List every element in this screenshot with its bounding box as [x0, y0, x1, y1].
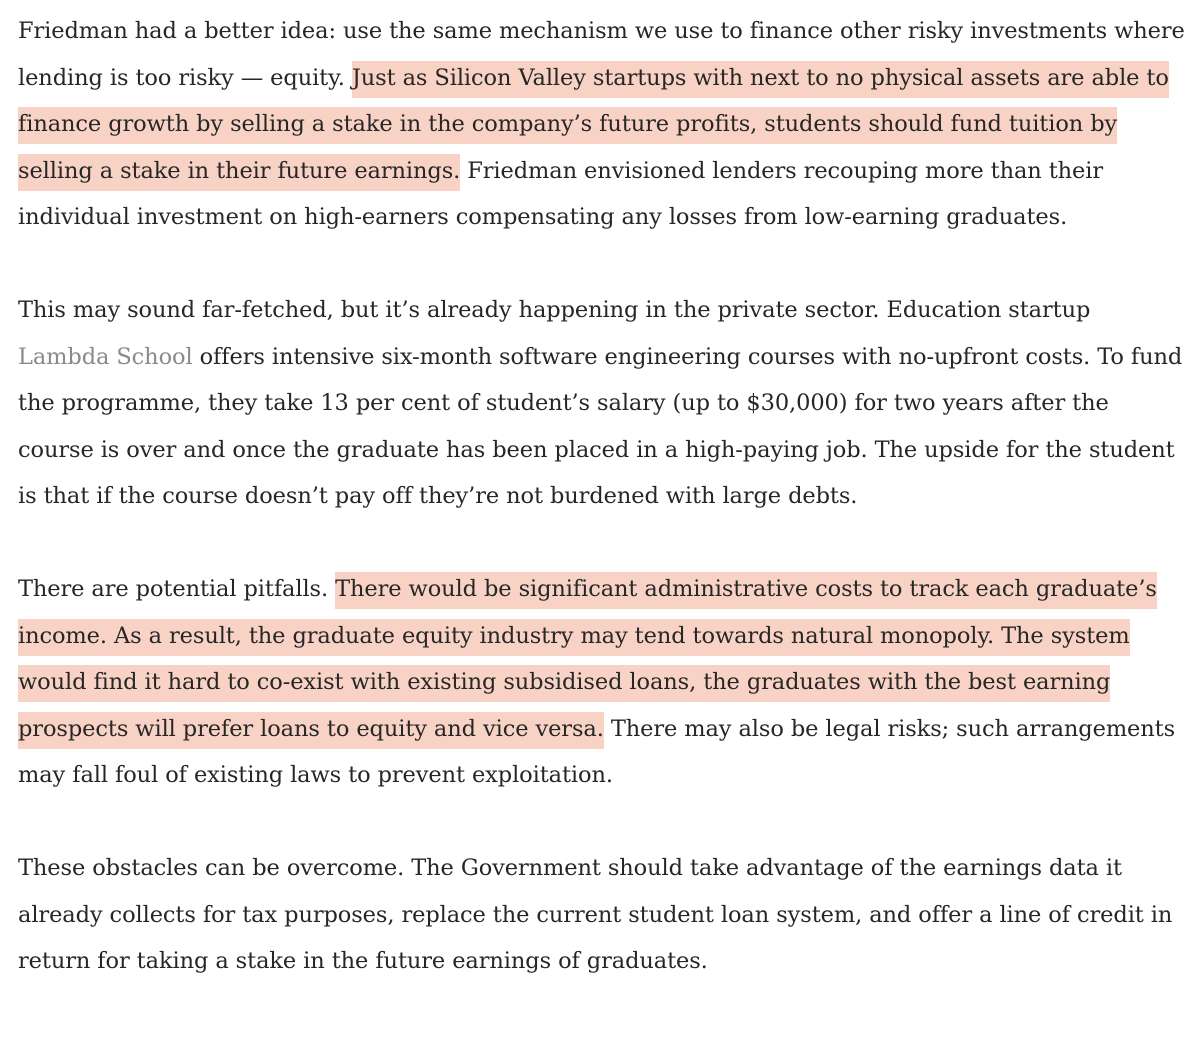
lambda-school-link[interactable]: Lambda School — [18, 343, 193, 370]
paragraph-obstacles — [18, 845, 1188, 985]
paragraph-text: This may sound far-fetched, but it’s already happening in the private sector. Education startup — [18, 297, 1091, 323]
paragraph-text: There are potential pitfalls. — [18, 576, 336, 602]
paragraph-friedman-idea — [18, 8, 1188, 241]
paragraph-text: offers intensive six-month software engineering courses with no-upfront costs. To fund the programme, they take 13 per cent of student’s salary (up to $30,000) for two years after the course is over and once the graduate has been placed in a high-paying job. The upside for the student is that if the course doesn’t pay off they’re not burdened with large debts. — [18, 343, 1183, 509]
paragraph-text: Friedman had a better idea: use the same mechanism we use to finance other risky investments where lending is too risky — equity. — [18, 18, 1185, 91]
paragraph-text: There may also be legal risks; such arrangements may fall foul of existing laws to prevent exploitation. — [18, 715, 1176, 788]
paragraph-pitfalls — [18, 566, 1188, 799]
paragraph-text: These obstacles can be overcome. The Government should take advantage of the earnings data it already collects for tax purposes, replace the current student loan system, and offer a line of credit in return for taking a stake in the future earnings of graduates. — [18, 855, 1173, 974]
highlighted-passage: Just as Silicon Valley startups with next to no physical assets are able to finance growth by selling a stake in the company’s future profits, students should fund tuition by selling a stake in their future earnings. — [18, 61, 1169, 191]
article-body — [18, 8, 1188, 985]
paragraph-text: Friedman envisioned lenders recouping more than their individual investment on high-earners compensating any losses from low-earning graduates. — [18, 157, 1104, 230]
highlighted-passage: There would be significant administrative costs to track each graduate’s income. As a result, the graduate equity industry may tend towards natural monopoly. The system would find it hard to co-exist with existing subsidised loans, the graduates with the best earning prospects will prefer loans to equity and vice versa. — [18, 572, 1157, 749]
paragraph-private-sector — [18, 287, 1188, 520]
